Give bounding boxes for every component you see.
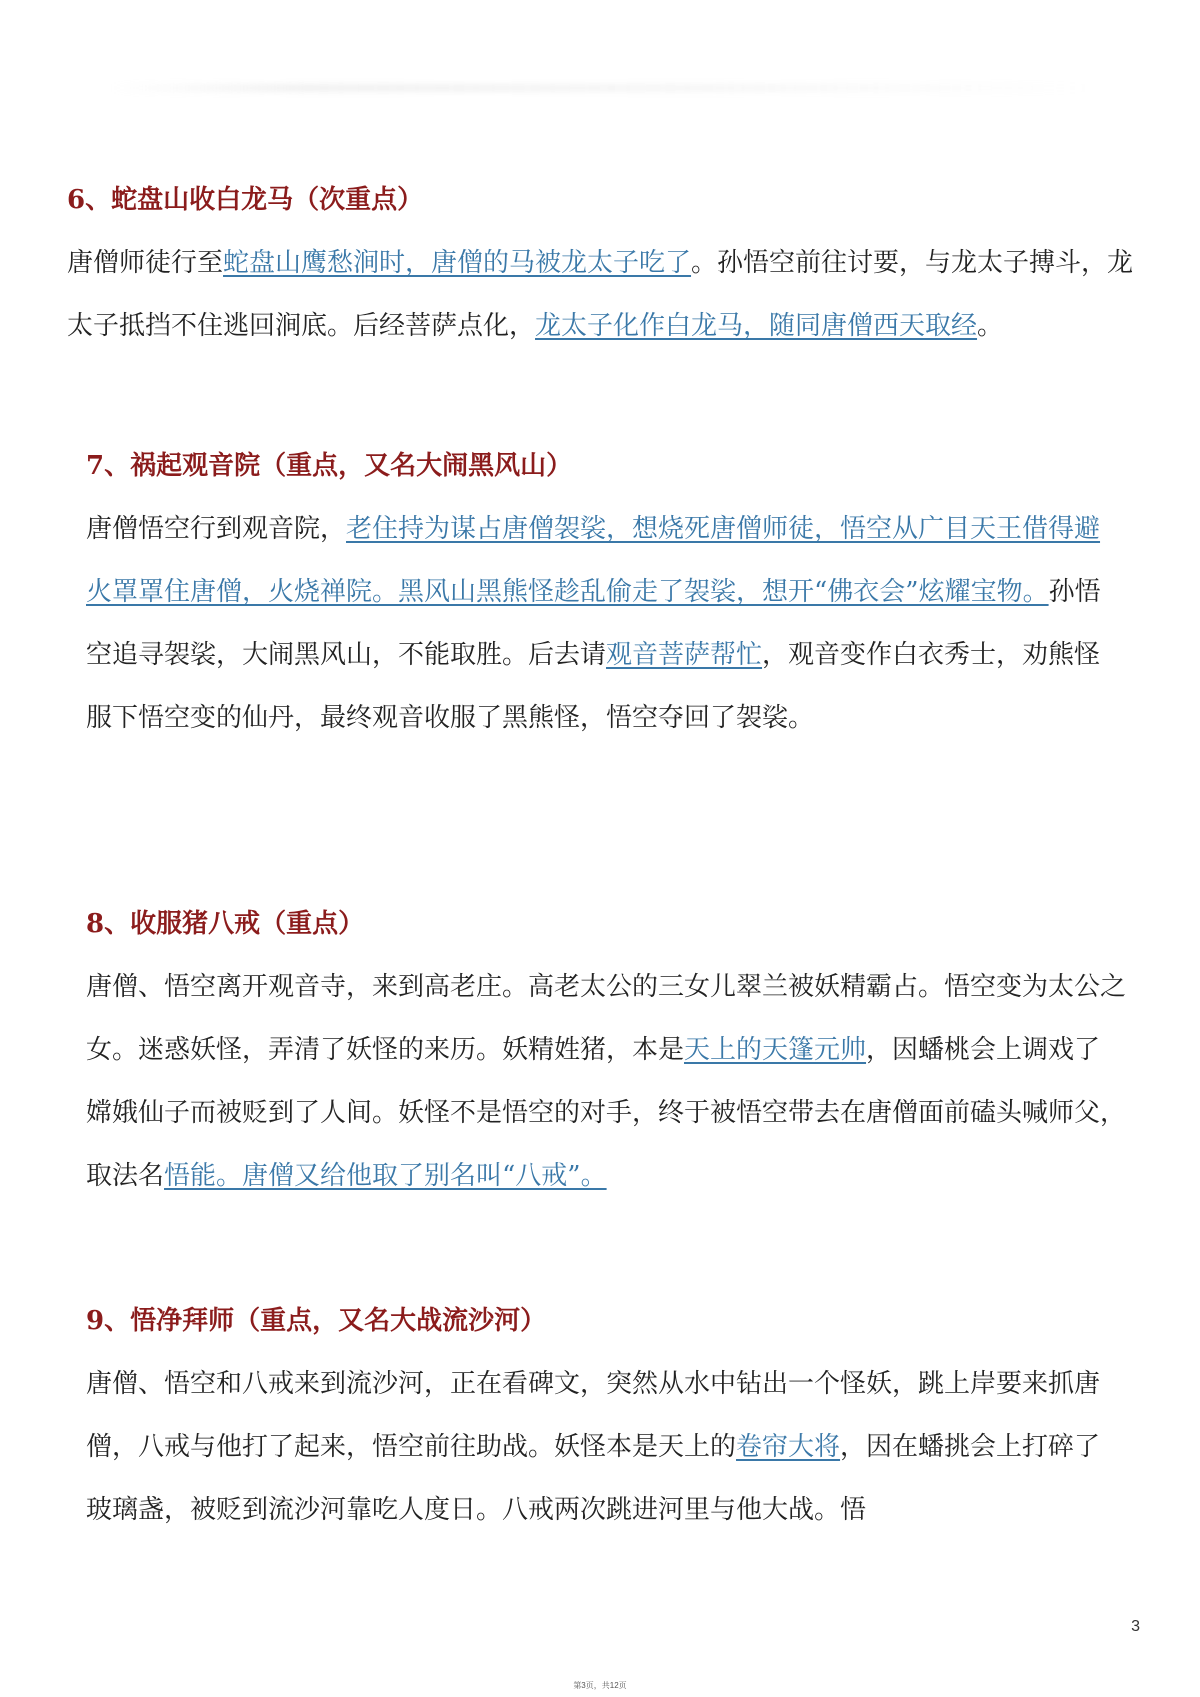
section-8 [86, 906, 1126, 1208]
body-text: ，因蟠桃会上调戏了嫦娥仙子而被贬到了人间。妖怪不是悟空的对手，终于被悟空带去在唐僧面前磕头喊师父，取法名 [86, 1035, 1127, 1191]
highlighted-text[interactable]: 天上的天篷元帅 [684, 1035, 867, 1065]
section-heading: 6、蛇盘山收白龙马（次重点） [67, 185, 424, 215]
section-6 [67, 182, 1147, 358]
highlighted-text[interactable]: 老住持为谋占唐僧袈裟，想烧死唐僧师徒，悟空从广目天王借得避火罩罩住唐僧，火烧禅院。黑风山黑熊怪趁乱偷走了袈裟，想开“佛衣会”炫耀宝物。 [86, 514, 1101, 607]
highlighted-text[interactable]: 蛇盘山鹰愁涧时，唐僧的马被龙太子吃了 [223, 248, 692, 278]
body-text: 。孙悟空前往讨要，与龙太子搏斗，龙太子抵挡不住逃回涧底。后经菩萨点化， [67, 248, 1134, 341]
body-text: 唐僧师徒行至 [67, 248, 224, 278]
section-heading: 9、悟净拜师（重点，又名大战流沙河） [86, 1306, 547, 1336]
body-text: 唐僧、悟空和八戒来到流沙河，正在看碑文，突然从水中钻出一个怪妖，跳上岸要来抓唐僧，八戒与他打了起来，悟空前往助战。妖怪本是天上的 [86, 1369, 1101, 1462]
section-7 [86, 448, 1126, 750]
highlighted-text[interactable]: 龙太子化作白龙马，随同唐僧西天取经 [535, 311, 978, 341]
page-footer: 第3页，共12页 [573, 1681, 627, 1690]
section-heading: 8、收服猪八戒（重点） [86, 909, 365, 939]
body-text: 。 [977, 311, 1004, 341]
section-body [67, 232, 1147, 358]
body-text: 唐僧悟空行到观音院， [86, 514, 347, 544]
section-body [86, 498, 1126, 750]
highlighted-text[interactable]: 悟能。唐僧又给他取了别名叫“八戒”。 [164, 1161, 607, 1191]
body-text: ，因在蟠挑会上打碎了玻璃盏，被贬到流沙河靠吃人度日。八戒两次跳进河里与他大战。悟 [86, 1432, 1101, 1525]
body-text: ，观音变作白衣秀士，劝熊怪服下悟空变的仙丹，最终观音收服了黑熊怪，悟空夺回了袈裟。 [86, 640, 1101, 733]
faded-header-band [110, 84, 1090, 92]
section-9 [86, 1303, 1126, 1542]
section-body [86, 956, 1126, 1208]
page-number: 3 [1131, 1618, 1140, 1635]
highlighted-text[interactable]: 观音菩萨帮忙 [606, 640, 763, 670]
body-text: 孙悟空追寻袈裟，大闹黑风山，不能取胜。后去请 [86, 577, 1101, 670]
section-body [86, 1353, 1126, 1542]
highlighted-text[interactable]: 卷帘大将 [736, 1432, 841, 1462]
body-text: 唐僧、悟空离开观音寺，来到高老庄。高老太公的三女儿翠兰被妖精霸占。悟空变为太公之女。迷惑妖怪，弄清了妖怪的来历。妖精姓猪，本是 [86, 972, 1127, 1065]
section-heading: 7、祸起观音院（重点，又名大闹黑风山） [86, 451, 573, 481]
